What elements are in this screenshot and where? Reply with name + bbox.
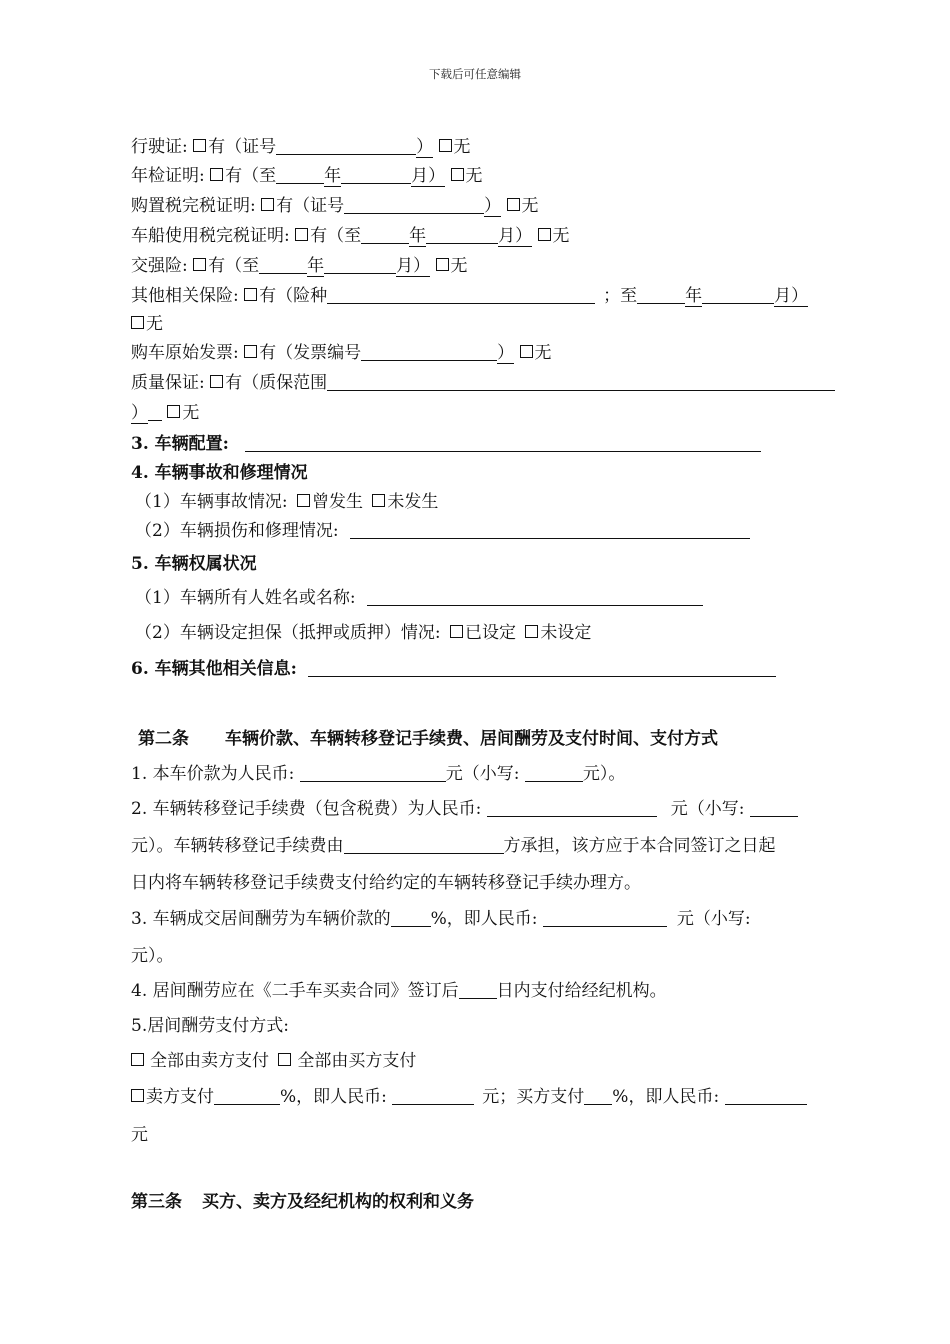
blank-line[interactable] (361, 342, 497, 361)
field-label: （2）车辆损伤和修理情况: (135, 521, 339, 541)
option-text: 有（至 (310, 226, 362, 246)
article-number: 第三条 (131, 1192, 182, 1212)
price-line (131, 763, 625, 785)
field-label: （2）车辆设定担保（抵押或质押）情况: (135, 623, 441, 643)
clause-text: 2. 车辆转移登记手续费（包含税费）为人民币: (131, 799, 482, 819)
checkbox-yes[interactable] (193, 139, 206, 152)
option-text: 无 (182, 403, 200, 423)
option-text: 未发生 (387, 492, 439, 512)
purchase-tax-line (131, 195, 539, 217)
option-text: 无 (450, 256, 468, 276)
field-label: 交强险: (131, 256, 188, 276)
other-info-line (131, 658, 776, 680)
checkbox-no[interactable] (507, 198, 520, 211)
ownership-heading: 5. 车辆权属状况 (131, 554, 257, 574)
commission-payment-time-line (131, 980, 667, 1002)
checkbox-split-payment[interactable] (131, 1089, 144, 1102)
field-label: （1）车辆所有人姓名或名称: (135, 588, 356, 608)
blank-line[interactable] (725, 1086, 807, 1105)
blank-line[interactable] (344, 835, 504, 854)
clause-text: 元）。 (582, 764, 626, 784)
paren-close: ） (131, 403, 148, 423)
payment-method-options (131, 1050, 416, 1072)
commission-line (131, 908, 751, 930)
annual-inspection-line (131, 165, 483, 187)
checkbox-yes[interactable] (244, 288, 257, 301)
paren-close: ） (497, 343, 515, 363)
clause-text: 日内支付给经纪机构。 (496, 981, 667, 1001)
checkbox-yes[interactable] (261, 198, 274, 211)
month-text: 月） (774, 286, 809, 306)
accident-status-line (135, 491, 438, 513)
section-heading: 6. 车辆其他相关信息: (131, 659, 297, 679)
commission-payment-method-label: 5.居间酬劳支付方式: (131, 1016, 289, 1036)
vehicle-config-line (131, 433, 761, 455)
accident-repair-heading: 4. 车辆事故和修理情况 (131, 463, 308, 483)
blank-line[interactable] (543, 908, 667, 927)
original-invoice-line (131, 342, 552, 364)
option-text: 无 (521, 196, 539, 216)
clause-text: 元（小写: (670, 799, 745, 819)
blank-line[interactable] (259, 255, 307, 274)
blank-line[interactable] (327, 285, 595, 304)
page-header: 下载后可任意编辑 (429, 67, 521, 81)
field-label: 质量保证: (131, 373, 205, 393)
split-payment-line (131, 1086, 807, 1108)
blank-line[interactable] (750, 798, 798, 817)
owner-name-line (135, 587, 703, 609)
blank-line[interactable] (327, 372, 835, 391)
checkbox-no[interactable] (520, 345, 533, 358)
option-text: 有（发票编号 (259, 343, 362, 363)
article-2-heading (138, 728, 718, 750)
article-title: 买方、卖方及经纪机构的权利和义务 (202, 1192, 474, 1212)
blank-line[interactable] (487, 798, 657, 817)
article-number: 第二条 (138, 729, 189, 749)
blank-line[interactable] (344, 195, 484, 214)
checkbox-no[interactable] (131, 316, 144, 329)
option-text: 有（险种 (259, 286, 328, 306)
blank-line[interactable] (391, 908, 431, 927)
other-insurance-no-line (131, 313, 163, 335)
year-text: 年 (307, 256, 325, 276)
blank-line[interactable] (245, 433, 761, 452)
paren-close: ） (416, 137, 434, 157)
option-text: 全部由买方支付 (297, 1051, 417, 1071)
checkbox-yes[interactable] (193, 258, 206, 271)
checkbox-not-occurred[interactable] (372, 494, 385, 507)
option-text: ；至 (603, 286, 638, 306)
blank-line[interactable] (341, 165, 411, 184)
quality-guarantee-no-line (131, 402, 199, 424)
checkbox-buyer-pays-all[interactable] (278, 1053, 291, 1066)
option-text: 无 (534, 343, 552, 363)
checkbox-yes[interactable] (244, 345, 257, 358)
option-text: 有（证号 (276, 196, 345, 216)
blank-line[interactable] (459, 980, 497, 999)
field-label: 购车原始发票: (131, 343, 239, 363)
clause-text: %，即人民币: (612, 1087, 720, 1107)
blank-line[interactable] (361, 225, 409, 244)
transfer-fee-line-3: 日内将车辆转移登记手续费支付给约定的车辆转移登记手续办理方。 (131, 873, 641, 893)
blank-line[interactable] (392, 1086, 474, 1105)
month-text: 月） (396, 256, 431, 276)
option-text: 全部由卖方支付 (150, 1051, 269, 1071)
month-text: 月） (498, 226, 533, 246)
checkbox-no[interactable] (538, 228, 551, 241)
year-text: 年 (409, 226, 427, 246)
field-label: （1）车辆事故情况: (135, 492, 288, 512)
blank-line[interactable] (148, 402, 162, 421)
option-text: 曾发生 (311, 492, 363, 512)
option-text: 有（质保范围 (225, 373, 328, 393)
field-label: 年检证明: (131, 166, 205, 186)
blank-line[interactable] (426, 225, 498, 244)
field-label: 购置税完税证明: (131, 196, 256, 216)
checkbox-no[interactable] (167, 405, 180, 418)
paren-close: ） (484, 196, 502, 216)
option-text: 无 (146, 314, 163, 334)
article-title: 车辆价款、车辆转移登记手续费、居间酬劳及支付时间、支付方式 (225, 729, 718, 749)
blank-line[interactable] (276, 165, 324, 184)
blank-line[interactable] (300, 763, 446, 782)
clause-text: 元）。车辆转移登记手续费由 (131, 836, 344, 856)
blank-line[interactable] (584, 1086, 612, 1105)
year-text: 年 (324, 166, 342, 186)
section-heading: 3. 车辆配置: (131, 434, 229, 454)
compulsory-insurance-line (131, 255, 468, 277)
clause-text: %，即人民币: (430, 909, 538, 929)
vessel-tax-line (131, 225, 570, 247)
clause-text: 4. 居间酬劳应在《二手车买卖合同》签订后 (131, 981, 459, 1001)
clause-text: 3. 车辆成交居间酬劳为车辆价款的 (131, 909, 391, 929)
blank-line[interactable] (637, 285, 685, 304)
commission-line-2: 元）。 (131, 946, 174, 966)
option-text: 无 (453, 137, 471, 157)
blank-line[interactable] (214, 1086, 280, 1105)
checkbox-seller-pays-all[interactable] (131, 1053, 144, 1066)
article-3-heading (131, 1191, 474, 1213)
guarantee-status-line (135, 622, 591, 644)
blank-line[interactable] (525, 763, 583, 782)
checkbox-no[interactable] (436, 258, 449, 271)
checkbox-yes[interactable] (210, 375, 223, 388)
clause-text: 元；买方支付 (482, 1087, 585, 1107)
checkbox-not-set[interactable] (525, 625, 538, 638)
transfer-fee-line-2 (131, 835, 776, 857)
clause-text: %，即人民币: (280, 1087, 387, 1107)
option-text: 已设定 (464, 623, 516, 643)
option-text: 未设定 (540, 623, 592, 643)
checkbox-occurred[interactable] (297, 494, 310, 507)
quality-guarantee-line (131, 372, 835, 394)
damage-repair-line (135, 520, 750, 542)
field-label: 车船使用税完税证明: (131, 226, 290, 246)
split-payment-line-2: 元 (131, 1125, 148, 1145)
blank-line[interactable] (702, 285, 774, 304)
option-text: 无 (552, 226, 570, 246)
checkbox-set[interactable] (450, 625, 463, 638)
field-label: 其他相关保险: (131, 286, 239, 306)
option-text: 有（证号 (208, 137, 277, 157)
option-text: 卖方支付 (146, 1087, 214, 1107)
blank-line[interactable] (276, 136, 416, 155)
vehicle-license-line (131, 136, 471, 158)
clause-text: 1. 本车价款为人民币: (131, 764, 295, 784)
year-text: 年 (685, 286, 703, 306)
month-text: 月） (411, 166, 446, 186)
clause-text: 方承担，该方应于本合同签订之日起 (503, 836, 776, 856)
checkbox-no[interactable] (439, 139, 452, 152)
transfer-fee-line (131, 798, 798, 820)
checkbox-no[interactable] (451, 168, 464, 181)
blank-line[interactable] (308, 658, 776, 677)
blank-line[interactable] (367, 587, 703, 606)
blank-line[interactable] (350, 520, 750, 539)
checkbox-yes[interactable] (295, 228, 308, 241)
clause-text: 元（小写: (445, 764, 520, 784)
clause-text: 元（小写: (676, 909, 751, 929)
checkbox-yes[interactable] (210, 168, 223, 181)
other-insurance-line (131, 285, 808, 307)
field-label: 行驶证: (131, 137, 188, 157)
option-text: 有（至 (208, 256, 260, 276)
blank-line[interactable] (324, 255, 396, 274)
option-text: 有（至 (225, 166, 277, 186)
option-text: 无 (465, 166, 483, 186)
